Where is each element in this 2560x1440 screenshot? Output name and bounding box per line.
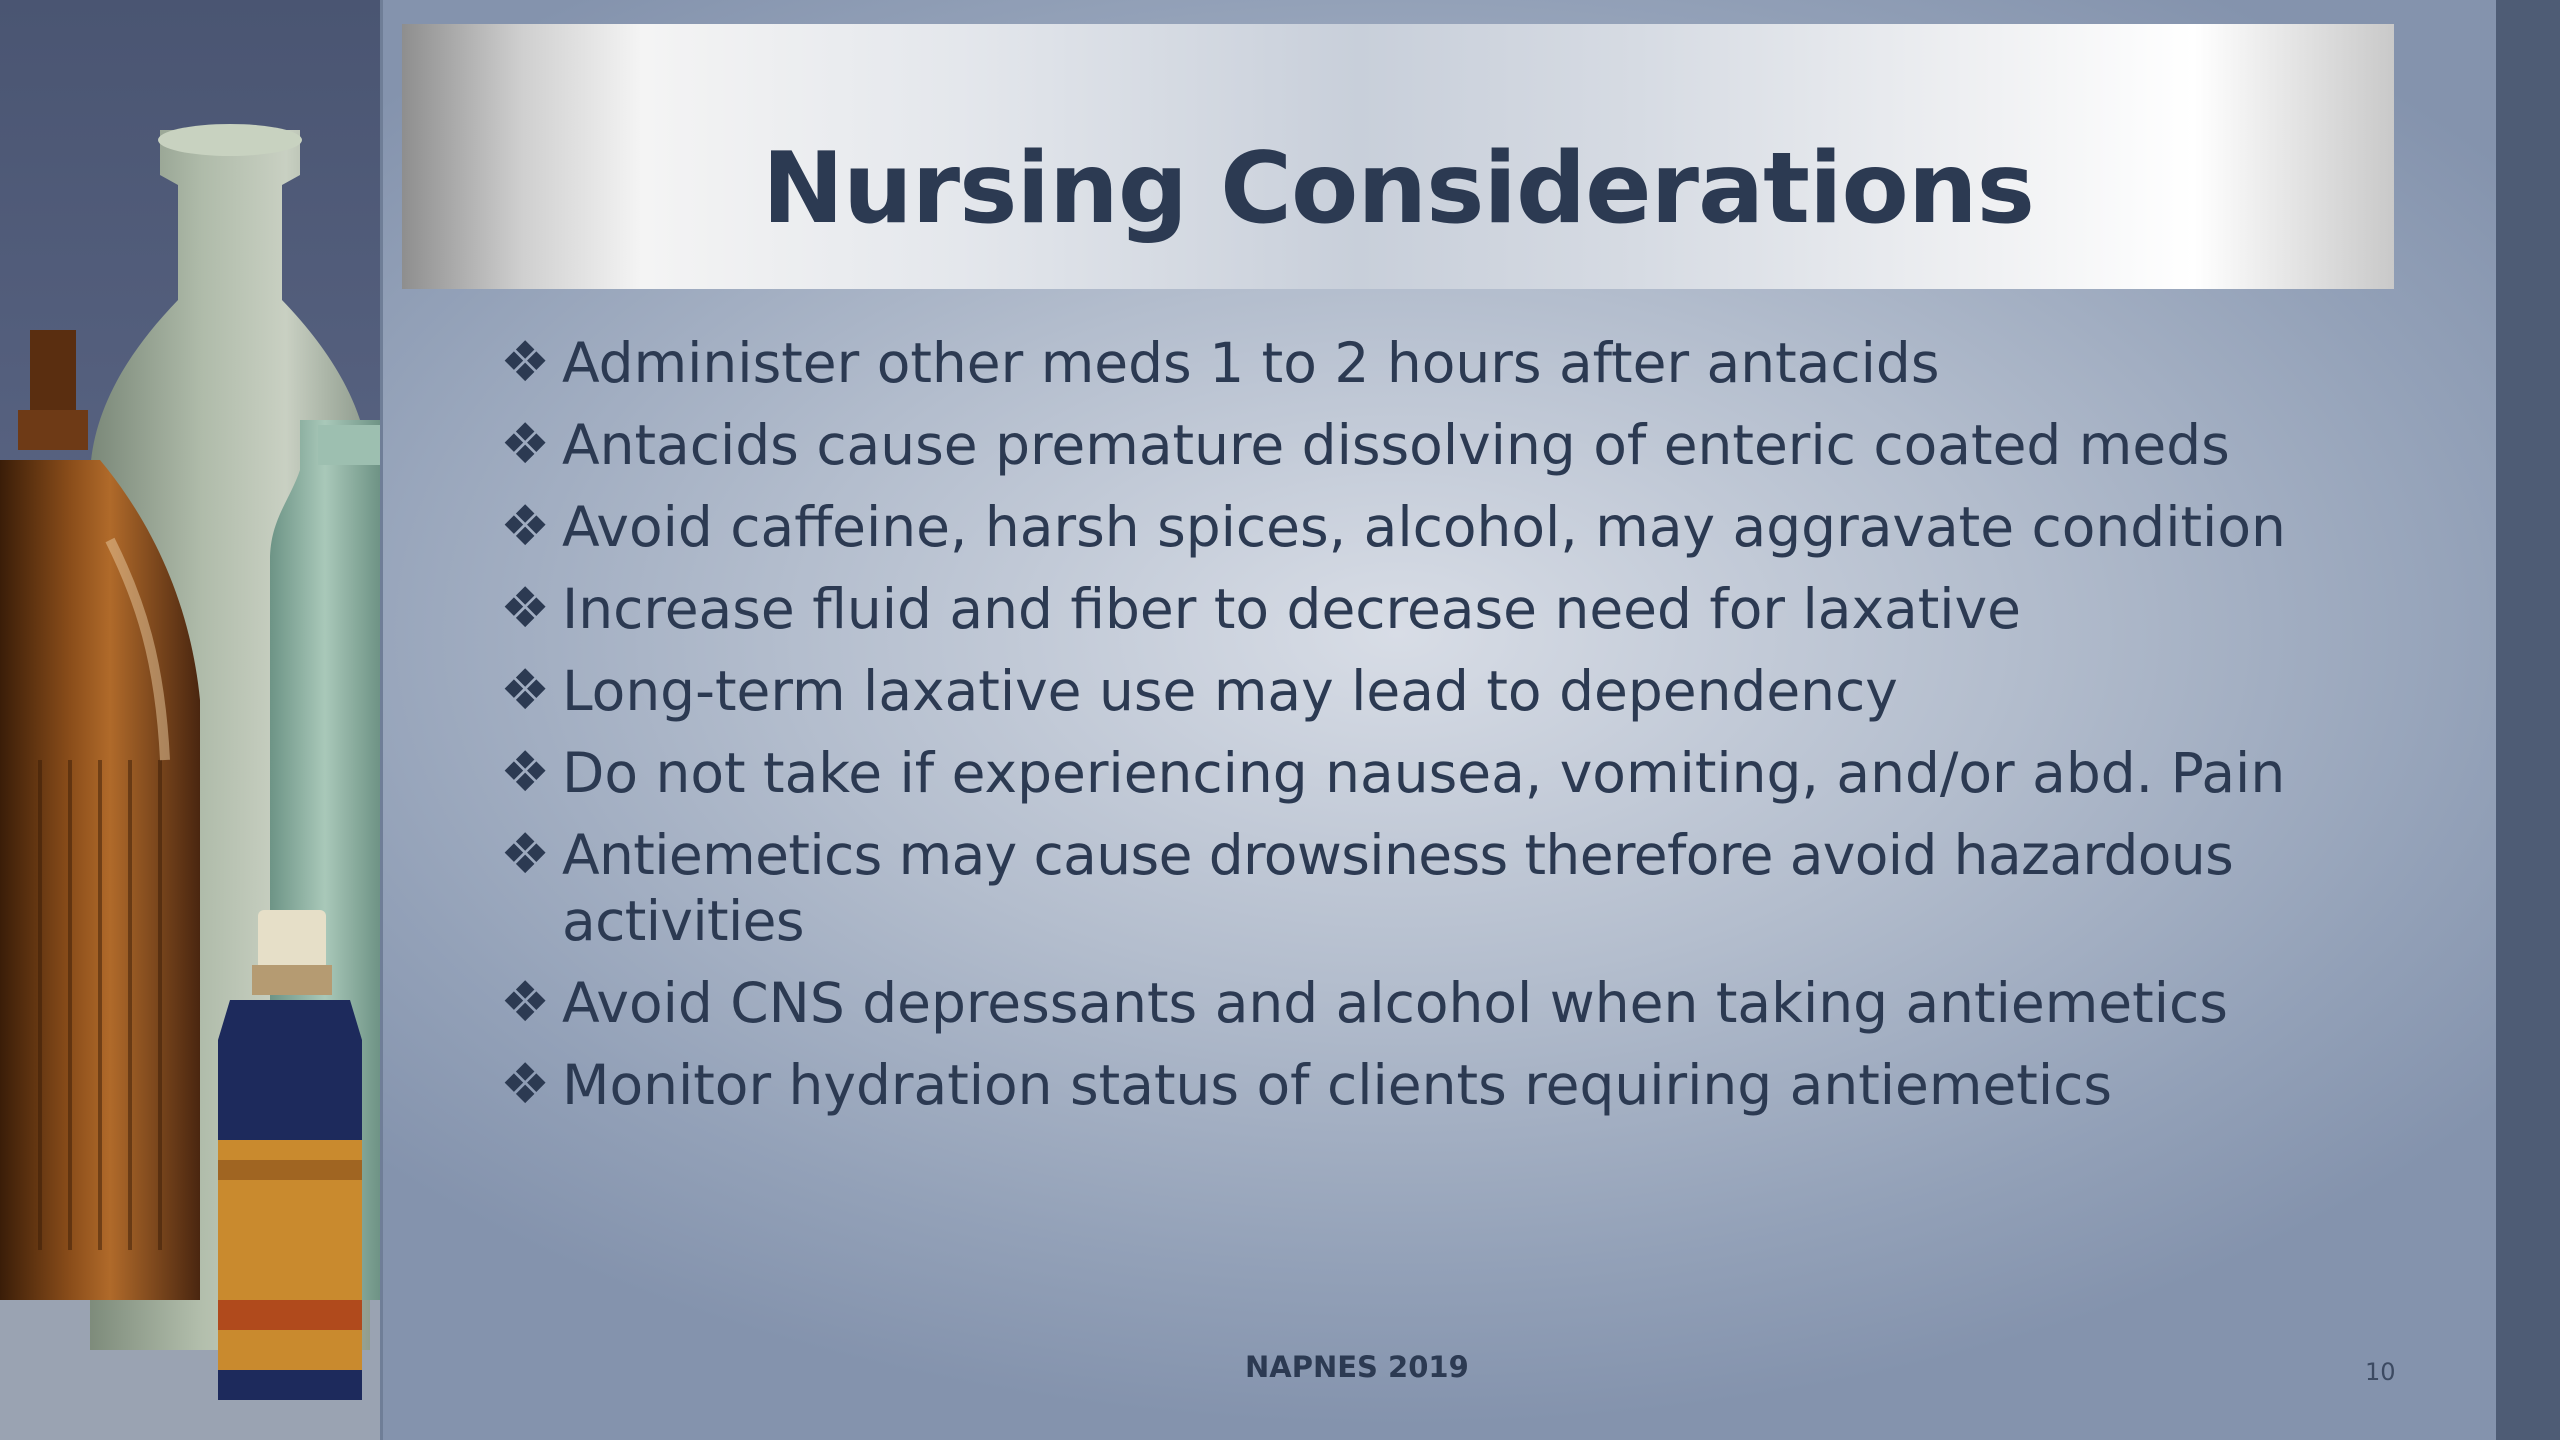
diamond-bullet-icon: ❖ [500,494,551,559]
bullet-text: Avoid CNS depressants and alcohol when taking antiemetics [562,971,2228,1035]
bullet-item [500,576,2380,642]
bullet-item [500,740,2380,806]
bullet-item [500,658,2380,724]
bullet-item [500,1052,2380,1118]
slide-title: Nursing Considerations [762,132,2034,246]
bullet-text: Monitor hydration status of clients requiring antiemetics [562,1053,2113,1117]
window-edge [2496,0,2560,1440]
bullet-text: Administer other meds 1 to 2 hours after antacids [562,331,1940,395]
slide-footer: NAPNES 2019 [1245,1350,1469,1384]
title-banner [402,24,2394,289]
diamond-bullet-icon: ❖ [500,576,551,641]
bullet-item [500,412,2380,478]
bullet-item [500,822,2380,954]
bullet-item [500,494,2380,560]
bullet-text: Antacids cause premature dissolving of enteric coated meds [562,413,2230,477]
diamond-bullet-icon: ❖ [500,330,551,395]
bullet-text: Do not take if experiencing nausea, vomiting, and/or abd. Pain [562,741,2286,805]
bullet-item [500,970,2380,1036]
image-divider [380,0,383,1440]
slide-number: 10 [2365,1358,2396,1386]
diamond-bullet-icon: ❖ [500,822,551,887]
medicine-bottles-image [0,0,380,1440]
bullet-text: Increase fluid and fiber to decrease need for laxative [562,577,2021,641]
bullet-item [500,330,2380,396]
diamond-bullet-icon: ❖ [500,740,551,805]
bullet-text: Antiemetics may cause drowsiness therefore avoid hazardous activities [562,823,2234,953]
bullet-list [500,330,2380,1134]
bullet-text: Long-term laxative use may lead to dependency [562,659,1898,723]
diamond-bullet-icon: ❖ [500,1052,551,1117]
diamond-bullet-icon: ❖ [500,412,551,477]
bullet-text: Avoid caffeine, harsh spices, alcohol, may aggravate condition [562,495,2286,559]
diamond-bullet-icon: ❖ [500,970,551,1035]
diamond-bullet-icon: ❖ [500,658,551,723]
